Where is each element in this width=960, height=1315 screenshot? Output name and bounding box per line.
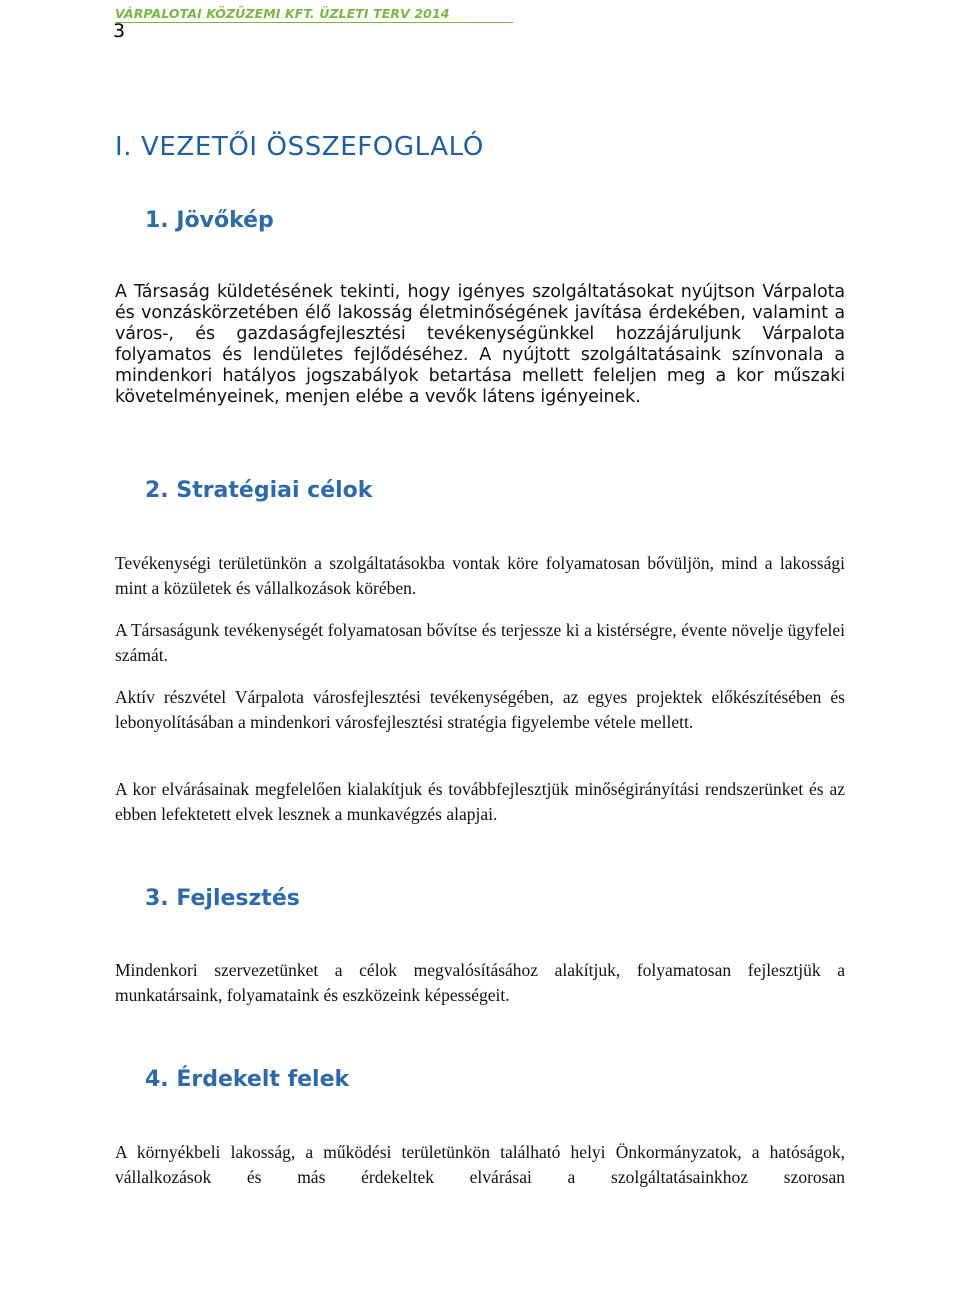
paragraph-goal-3: Aktív részvétel Várpalota városfejlesztési tevékenységében, az egyes projektek előkészítésében és lebonyolításában a mindenkori városfejlesztési stratégia figyelembe vétele mellett. [115,687,845,732]
heading-number: 4. [145,1067,169,1092]
heading-jovokep [145,208,274,233]
running-header: VÁRPALOTAI KÖZÜZEMI KFT. ÜZLETI TERV 2014 [115,6,513,23]
paragraph-development: Mindenkori szervezetünket a célok megvalósításához alakítjuk, folyamatosan fejlesztjük a munkatársaink, folyamataink és eszközeink képességeit. [115,960,845,1005]
heading-text: Stratégiai célok [176,478,373,503]
paragraph-goal-4: A kor elvárásainak megfelelően kialakítjuk és továbbfejlesztjük minőségirányítási rendszerünket és az ebben lefektetett elvek lesznek a munkavégzés alapjai. [115,779,845,824]
heading-text: Jövőkép [176,208,274,233]
heading-development [145,886,300,911]
section-title: I. VEZETŐI ÖSSZEFOGLALÓ [115,132,484,162]
paragraph-stakeholders: A környékbeli lakosság, a működési területünkön található helyi Önkormányzatok, a hatóságok, vállalkozások és más érdekeltek elvárásai a szolgáltatásainkhoz szorosan [115,1142,845,1187]
heading-text: Érdekelt felek [176,1067,350,1092]
page-number: 3 [113,20,126,42]
heading-number: 2. [145,478,169,503]
heading-text: Fejlesztés [176,886,300,911]
heading-stakeholders [145,1067,349,1092]
heading-number: 3. [145,886,169,911]
heading-number: 1. [145,208,169,233]
paragraph-goal-1: Tevékenységi területünkön a szolgáltatásokba vontak köre folyamatosan bővüljön, mind a lakossági mint a közületek és vállalkozások körében. [115,553,845,598]
paragraph-goal-2: A Társaságunk tevékenységét folyamatosan bővítse és terjessze ki a kistérségre, évente növelje ügyfelei számát. [115,620,845,665]
paragraph-vision: A Társaság küldetésének tekinti, hogy igényes szolgáltatásokat nyújtson Várpalota és vonzáskörzetében élő lakosság életminőségének javítása érdekében, valamint a város-, és gazdaságfejlesztési tevékenységünkkel hozzájáruljunk Várpalota folyamatos és lendületes fejlődéséhez. A nyújtott szolgáltatásaink színvonala a mindenkori hatályos jogszabályok betartása mellett feleljen meg a kor műszaki követelményeinek, menjen elébe a vevők látens igényeinek. [115,282,845,407]
heading-strategic-goals [145,478,372,503]
